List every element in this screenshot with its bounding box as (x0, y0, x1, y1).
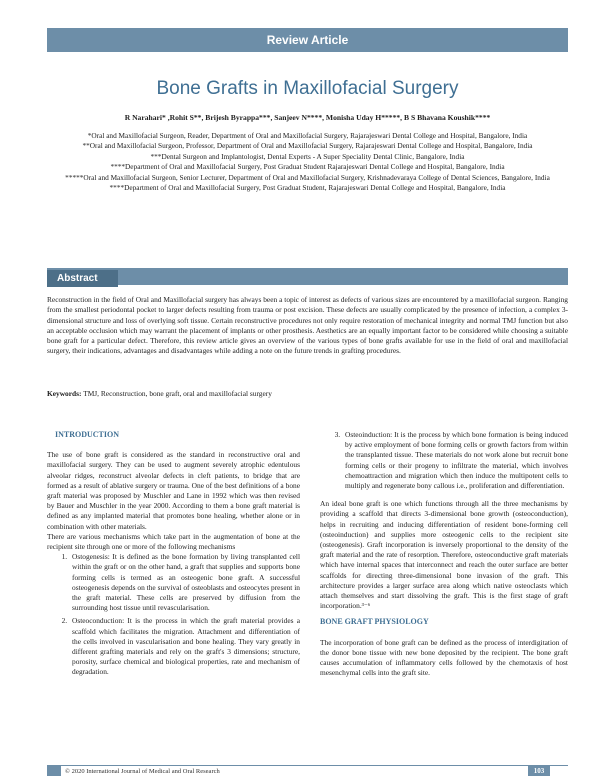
affiliation: ***Dental Surgeon and Implantologist, Dental Experts - A Super Speciality Dental Clinic, Bangalore, India (150, 151, 465, 161)
keywords-label: Keywords: (47, 389, 82, 398)
affiliation: **Oral and Maxillofacial Surgeon, Professor, Department of Oral and Maxillofacial Surgery, Rajarajeswari Dental College and Hospital, Bangalore, India (82, 141, 533, 151)
physiology-heading: BONE GRAFT PHYSIOLOGY (320, 617, 429, 627)
affiliation: *****Oral and Maxillofacial Surgeon, Senior Lecturer, Department of Oral and Maxillofacial Surgery, Krishnadevaraya College of Dental Sciences, Bangalore, India (65, 172, 550, 182)
affiliation: ****Department of Oral and Maxillofacial Surgery, Post Graduat Student Rajarajeswari Dental College and Hospital, Bangalore, India (110, 162, 505, 172)
page-number: 103 (528, 766, 550, 776)
introduction-heading: INTRODUCTION (55, 430, 120, 439)
left-column (47, 430, 300, 681)
mechanism-item-osteoconduction: 2. Osteoconduction: It is the process in which the graft material provides a scaffold which facilitates the migration. Attachment and differentiation of the cells involved in vascularisation and bone healing. They vary greatly in different grafting materials and rely on the graft's 3 dimensions; structure, porosity, surface chemical and biological properties, rate and mechanism of degradation. (69, 616, 300, 677)
affiliation: ****Department of Oral and Maxillofacial Surgery, Post Graduat Student, Rajarajeswari Dental College and Hospital, Bangalore, India (109, 183, 506, 193)
footer-accent (47, 766, 61, 776)
abstract-heading: Abstract (47, 270, 118, 287)
abstract-text: Reconstruction in the field of Oral and Maxillofacial surgery has always been a topic of interest as defects of various sizes are encountered by a maxillofacial surgeon. Ranging from the smallest periodontal pocket to larger defects resulting from trauma or post excision. These defects are usually complicated by the presence of infection, a complex 3-dimensional structure and loss of overlying soft tissue. Certain reconstructive procedures not only require restoration of mechanical integrity and normal TMJ function but also an acceptable occlusion which may warrant the placement of implants or other prosthesis. Aesthetics are an equally important factor to be considered while choosing a suitable bone graft for a particular defect. Therefore, this review article gives an overview of the various types of bone grafts available for use in the field of oral and maxillofacial surgery, their indications, advantages and disadvantages while adding a note on the future trends in grafting procedures. (47, 295, 568, 356)
right-column (320, 430, 568, 678)
article-type-banner: Review Article (47, 28, 568, 52)
affiliation: *Oral and Maxillofacial Surgeon, Reader, Department of Oral and Maxillofacial Surgery, Rajarajeswari Dental College and Hospital, Bangalore, India (87, 131, 528, 140)
author-list: R Narahari* ,Rohit S**, Brijesh Byrappa***, Sanjeev N****, Monisha Uday H*****, B S Bhavana Koushik**** (124, 113, 491, 122)
footer-rule (47, 765, 568, 766)
mechanism-item-osteoinduction: 3. Osteoinduction: It is the process by which bone formation is being induced by active employment of bone forming cells or growth factors from within the transplanted tissue. These materials do not work alone but recruit bone forming cells or their progeny to infiltrate the material, which involves chemoattraction and migration which then induce the multipotent cells to multiply and regenerate bony callous i.e., proliferation and differentiation. (342, 430, 568, 491)
keywords-value: TMJ, Reconstruction, bone graft, oral and maxillofacial surgery (83, 389, 272, 398)
affiliations (47, 131, 568, 193)
physiology-paragraph: The incorporation of bone graft can be defined as the process of interdigitation of the donor bone tissue with new bone deposited by the recipient. The bone graft causes accumulation of inflammatory cells followed by the chemotaxis of host mesenchymal cells into the graft site. (320, 637, 568, 678)
introduction-paragraph: The use of bone graft is considered as the standard in reconstructive oral and maxillofacial surgery. They can be used to augment severely atrophic edentulous alveolar ridges, reconstruct alveolar defects in cleft patients, to bridge that are formed as a result of ablative surgery or trauma. One of the best definitions of a bone graft material was proposed by Muschler and Lane in 1992 which was then revised by Bauer and Muschler in the year 2000. According to them a bone graft material is defined as any implanted material that promotes bone healing, whether alone or in combination with other materials. (47, 450, 300, 531)
mechanisms-list (47, 552, 300, 677)
mechanisms-list-continued (320, 430, 568, 491)
mechanism-item-osteogenesis: 1. Ostogenesis: It is defined as the bone formation by living transplanted cell within the graft or on the other hand, a graft that supplies and supports bone forming cells is termed as an osteogenic bone graft. A successful osteogenesis depends on the survival of osteoblasts and osteocytes present in the graft material. These cells are preserved by diffusion from the surrounding host tissue until revascularisation. (69, 552, 300, 613)
ideal-graft-paragraph: An ideal bone graft is one which functions through all the three mechanisms by providing a scaffold that directs 3-dimensional bone growth (osteoconduction), helps in recruiting and inducing differentiation of resident bone-forming cell (osteoinduction) and supplies more osteogenic cells to the recipient site (osteogenesis). Graft incorporation is inversely proportional to the density of the graft material and the rate of resorption. Therefore, osteoconductive graft materials which have internal spaces that interconnect and reach the outer surface are better scaffolds for directing three-dimensional bone invasion of the graft. This architecture provides a larger surface area along which native osteoclasts which attach themselves and start dissolving the graft. This is the first stage of graft incorporation.³⁻⁶ (320, 499, 568, 611)
article-title: Bone Grafts in Maxillofacial Surgery (156, 78, 459, 99)
keywords-line (47, 389, 568, 398)
mechanisms-intro-paragraph: There are various mechanisms which take part in the augmentation of bone at the recipient site through one or more of the following mechanisms (47, 531, 300, 552)
abstract-header-bar (47, 268, 568, 285)
footer-copyright: © 2020 International Journal of Medical and Oral Research (65, 768, 220, 775)
